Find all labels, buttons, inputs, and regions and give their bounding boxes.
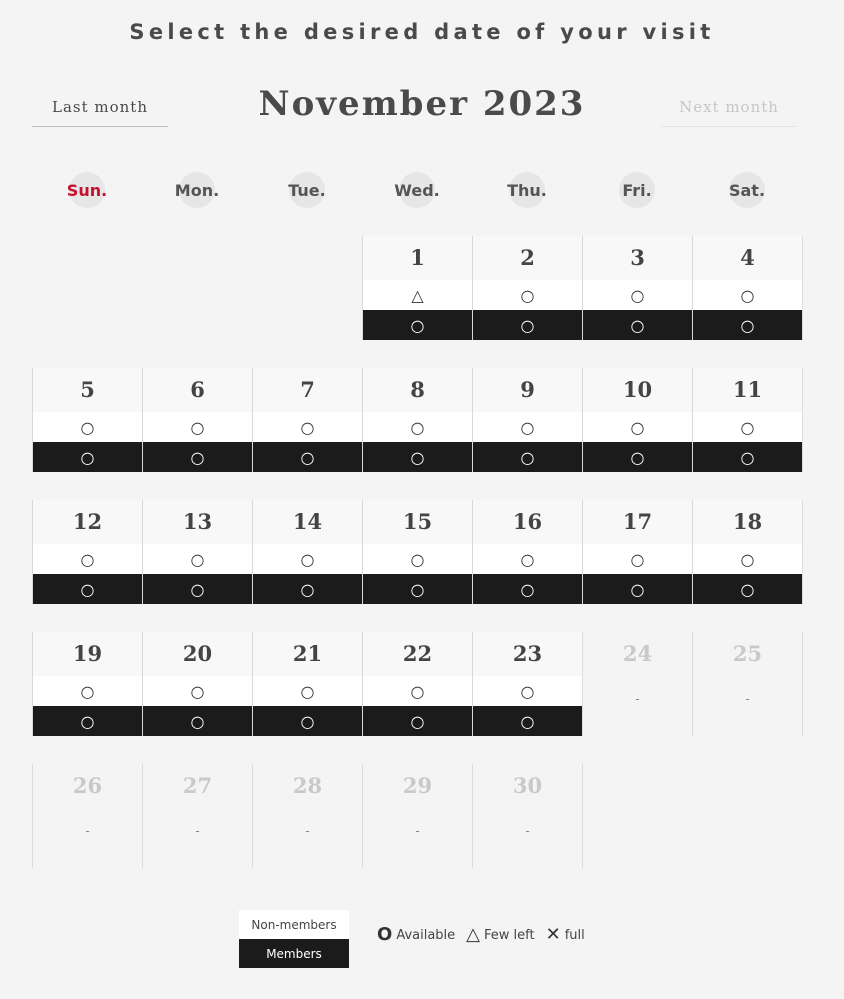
day-number: 29 [402,773,433,798]
day-cell[interactable] [142,368,252,472]
member-status[interactable]: ○ [473,574,582,604]
day-number: 12 [72,509,103,534]
member-status[interactable]: ○ [363,706,472,736]
non-member-status[interactable]: ○ [253,676,362,706]
non-member-status[interactable]: ○ [583,544,692,574]
legend-available [377,926,455,944]
non-member-status[interactable]: ○ [143,412,252,442]
day-cell[interactable] [362,368,472,472]
day-number: 6 [190,377,205,402]
day-number: 28 [292,773,323,798]
member-status[interactable]: ○ [693,310,802,340]
member-status[interactable]: ○ [253,442,362,472]
closed-status: - [525,824,530,838]
day-number: 25 [732,641,763,666]
day-cell[interactable] [362,632,472,736]
day-number: 21 [292,641,323,666]
non-member-status[interactable]: ○ [363,676,472,706]
day-number: 8 [410,377,425,402]
day-cell[interactable] [32,632,142,736]
day-cell[interactable] [472,632,582,736]
non-member-status[interactable]: ○ [363,412,472,442]
row-border [582,764,583,868]
weekday-label: Fri. [622,180,652,200]
member-status[interactable]: ○ [473,706,582,736]
weekday-fri [582,172,692,208]
legend-symbols [377,926,596,944]
member-status[interactable]: ○ [583,310,692,340]
day-cell[interactable] [582,368,692,472]
day-number: 1 [410,245,425,270]
weekday-label: Wed. [394,180,440,200]
member-status[interactable]: ○ [473,442,582,472]
member-status[interactable]: ○ [693,574,802,604]
row-border [802,368,803,472]
non-member-status[interactable]: ○ [143,544,252,574]
day-number: 5 [80,377,95,402]
member-status[interactable]: ○ [33,706,142,736]
closed-status: - [635,692,640,706]
legend-non-members: Non-members [239,910,349,939]
row-border [802,632,803,736]
non-member-status[interactable]: ○ [33,412,142,442]
non-member-status[interactable]: ○ [253,544,362,574]
member-status[interactable]: ○ [33,442,142,472]
non-member-status[interactable]: ○ [363,544,472,574]
weekday-label: Thu. [507,180,547,200]
cross-icon: ✕ [545,924,561,945]
triangle-icon: △ [466,924,480,945]
day-number: 19 [72,641,103,666]
member-status[interactable]: ○ [143,442,252,472]
non-member-status[interactable]: ○ [473,676,582,706]
day-number: 2 [520,245,535,270]
circle-icon: O [377,924,393,945]
weekday-label: Tue. [288,180,326,200]
weekday-thu [472,172,582,208]
day-cell[interactable] [582,236,692,340]
day-number: 23 [512,641,543,666]
member-status[interactable]: ○ [693,442,802,472]
day-cell[interactable] [252,632,362,736]
member-status[interactable]: ○ [583,442,692,472]
day-number: 16 [512,509,543,534]
member-status[interactable]: ○ [33,574,142,604]
weekday-mon [142,172,252,208]
day-number: 14 [292,509,323,534]
member-status[interactable]: ○ [363,574,472,604]
day-cell[interactable] [362,500,472,604]
day-cell [472,764,582,868]
non-member-status[interactable]: ○ [693,544,802,574]
non-member-status[interactable]: ○ [33,676,142,706]
non-member-status[interactable]: ○ [583,280,692,310]
non-member-status[interactable]: ○ [473,412,582,442]
non-member-status[interactable]: ○ [473,280,582,310]
non-member-status[interactable]: ○ [253,412,362,442]
non-member-status[interactable]: ○ [143,676,252,706]
month-title: November 2023 [258,84,586,124]
non-member-status[interactable]: ○ [693,280,802,310]
day-number: 4 [740,245,755,270]
day-cell[interactable] [692,236,802,340]
day-cell[interactable] [252,500,362,604]
day-number: 3 [630,245,645,270]
day-number: 15 [402,509,433,534]
day-cell [692,632,802,736]
last-month-link[interactable]: Last month [32,98,168,127]
weekday-header [32,172,802,208]
legend-members: Members [239,939,349,968]
day-number: 17 [622,509,653,534]
weekday-label: Sun. [66,180,108,200]
weekday-label: Mon. [174,180,220,200]
weekday-wed [362,172,472,208]
weekday-tue [252,172,362,208]
day-cell[interactable] [692,368,802,472]
member-status[interactable]: ○ [143,574,252,604]
day-cell [32,764,142,868]
day-number: 20 [182,641,213,666]
legend-few-left-label: Few left [484,927,535,943]
day-cell[interactable] [32,368,142,472]
weekday-label: Sat. [728,180,766,200]
member-status[interactable]: ○ [583,574,692,604]
member-status[interactable]: ○ [253,706,362,736]
day-number: 18 [732,509,763,534]
day-cell[interactable] [362,236,472,340]
member-status[interactable]: ○ [363,310,472,340]
day-number: 7 [300,377,315,402]
legend-full [546,926,585,944]
weekday-sun [32,172,142,208]
day-number: 24 [622,641,653,666]
day-cell [252,764,362,868]
day-cell[interactable] [472,368,582,472]
legend-row-key [239,910,349,968]
non-member-status[interactable]: ○ [583,412,692,442]
day-cell[interactable] [142,500,252,604]
legend-few-left [466,926,534,944]
day-number: 26 [72,773,103,798]
day-number: 10 [622,377,653,402]
closed-status: - [305,824,310,838]
non-member-status[interactable]: ○ [473,544,582,574]
day-number: 30 [512,773,543,798]
day-cell[interactable] [692,500,802,604]
day-number: 22 [402,641,433,666]
legend-available-label: Available [396,927,456,943]
closed-status: - [85,824,90,838]
weekday-sat [692,172,802,208]
non-member-status[interactable]: ○ [33,544,142,574]
member-status[interactable]: ○ [473,310,582,340]
page-title: Select the desired date of your visit [129,20,715,44]
day-cell[interactable] [472,236,582,340]
day-number: 9 [520,377,535,402]
day-cell[interactable] [582,500,692,604]
closed-status: - [415,824,420,838]
non-member-status[interactable]: ○ [693,412,802,442]
closed-status: - [195,824,200,838]
non-member-status[interactable]: △ [363,280,472,310]
closed-status: - [745,692,750,706]
day-number: 11 [732,377,763,402]
day-number: 13 [182,509,213,534]
member-status[interactable]: ○ [143,706,252,736]
day-number: 27 [182,773,213,798]
day-cell[interactable] [472,500,582,604]
day-cell [362,764,472,868]
day-cell [142,764,252,868]
day-cell[interactable] [142,632,252,736]
row-border [802,500,803,604]
day-cell[interactable] [252,368,362,472]
day-cell[interactable] [32,500,142,604]
member-status[interactable]: ○ [363,442,472,472]
day-cell [582,632,692,736]
row-border [802,236,803,340]
member-status[interactable]: ○ [253,574,362,604]
legend-full-label: full [564,927,585,943]
next-month-link[interactable]: Next month [661,98,797,127]
